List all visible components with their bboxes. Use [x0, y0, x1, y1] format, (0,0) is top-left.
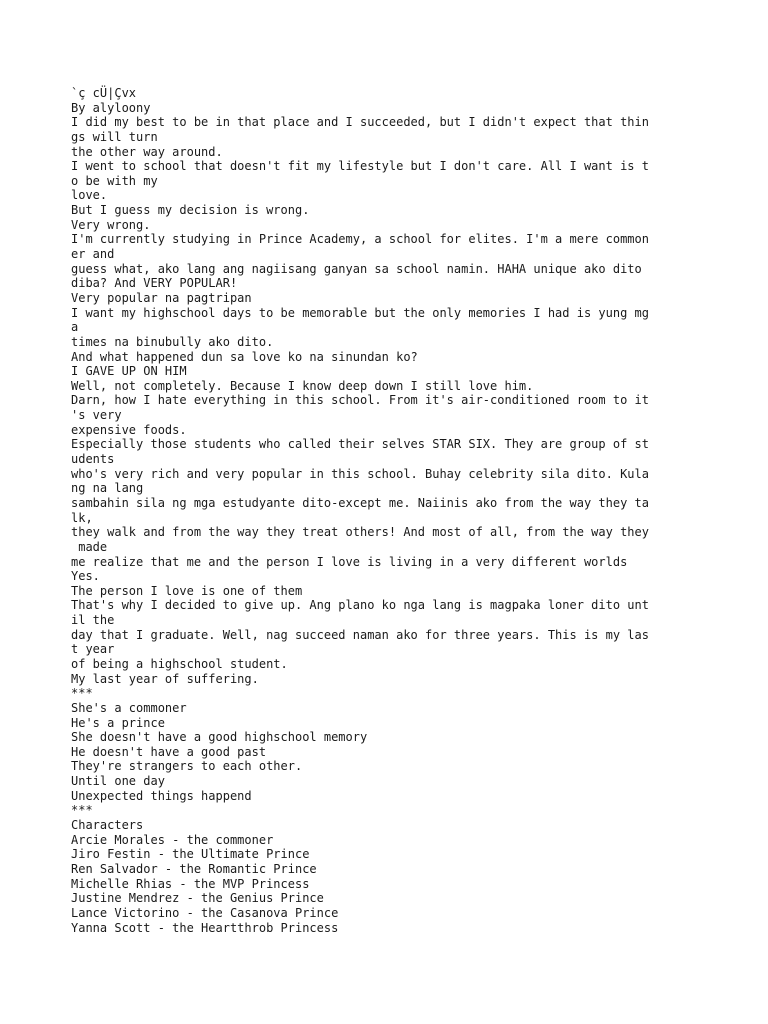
text-line: Yanna Scott - the Heartthrob Princess [71, 920, 339, 935]
text-line: The person I love is one of them [71, 583, 303, 598]
text-line: Michelle Rhias - the MVP Princess [71, 876, 310, 891]
text-line: She doesn't have a good highschool memory [71, 730, 368, 745]
text-line: Lance Victorino - the Casanova Prince [71, 905, 339, 920]
text-line: me realize that me and the person I love is living in a very different worlds [71, 554, 628, 569]
text-line: He's a prince [71, 715, 165, 730]
text-line: They're strangers to each other. [71, 759, 303, 774]
text-line: the other way around. [71, 144, 223, 159]
text-line: He doesn't have a good past [71, 744, 267, 759]
text-line: I GAVE UP ON HIM [71, 364, 187, 379]
text-line: 's very [71, 408, 122, 423]
text-line: I went to school that doesn't fit my lifestyle but I don't care. All I want is t [71, 159, 649, 174]
text-line: *** [71, 686, 93, 701]
text-line: Unexpected things happend [71, 788, 252, 803]
text-line: sambahin sila ng mga estudyante dito-except me. Naiinis ako from the way they ta [71, 495, 649, 510]
text-line: I did my best to be in that place and I succeeded, but I didn't expect that thin [71, 115, 649, 130]
text-line: She's a commoner [71, 700, 187, 715]
text-line: guess what, ako lang ang nagiisang ganyan sa school namin. HAHA unique ako dito [71, 261, 642, 276]
text-line: il the [71, 613, 115, 628]
text-line: But I guess my decision is wrong. [71, 203, 310, 218]
text-line: Very popular na pagtripan [71, 290, 252, 305]
text-line: Darn, how I hate everything in this school. From it's air-conditioned room to it [71, 393, 649, 408]
text-line: o be with my [71, 173, 158, 188]
text-line: udents [71, 452, 115, 467]
text-line: Very wrong. [71, 217, 151, 232]
text-line: Until one day [71, 774, 165, 789]
text-line: `ç cÜ|Çvx [71, 86, 137, 100]
text-line: day that I graduate. Well, nag succeed naman ako for three years. This is my las [71, 627, 649, 642]
text-line: Especially those students who called their selves STAR SIX. They are group of st [71, 437, 649, 452]
text-line: gs will turn [71, 129, 158, 144]
text-line: expensive foods. [71, 422, 187, 437]
text-line: made [71, 539, 108, 554]
text-line: who's very rich and very popular in this school. Buhay celebrity sila dito. Kula [71, 466, 649, 481]
text-line: t year [71, 642, 115, 657]
text-line: ng na lang [71, 481, 144, 496]
text-line: Characters [71, 818, 144, 833]
text-line: Arcie Morales - the commoner [71, 832, 274, 847]
text-line: Well, not completely. Because I know deep down I still love him. [71, 378, 534, 393]
text-line: And what happened dun sa love ko na sinundan ko? [71, 349, 418, 364]
text-line: Ren Salvador - the Romantic Prince [71, 861, 317, 876]
text-line: er and [71, 247, 115, 262]
text-line: Justine Mendrez - the Genius Prince [71, 891, 324, 906]
text-line: diba? And VERY POPULAR! [71, 276, 238, 291]
text-line: love. [71, 188, 108, 203]
text-line: My last year of suffering. [71, 671, 259, 686]
text-line: of being a highschool student. [71, 656, 288, 671]
text-line: they walk and from the way they treat others! And most of all, from the way they [71, 525, 649, 540]
text-line: Yes. [71, 569, 100, 584]
text-line: I want my highschool days to be memorable but the only memories I had is yung mg [71, 305, 649, 320]
text-line: By alyloony [71, 100, 151, 115]
text-line: That's why I decided to give up. Ang plano ko nga lang is magpaka loner dito unt [71, 598, 649, 613]
text-line: lk, [71, 510, 93, 525]
text-line: I'm currently studying in Prince Academy, a school for elites. I'm a mere common [71, 232, 649, 247]
document-body [71, 86, 691, 935]
text-line: *** [71, 803, 93, 818]
text-line: Jiro Festin - the Ultimate Prince [71, 847, 310, 862]
text-line: a [71, 320, 79, 335]
text-line: times na binubully ako dito. [71, 334, 274, 349]
